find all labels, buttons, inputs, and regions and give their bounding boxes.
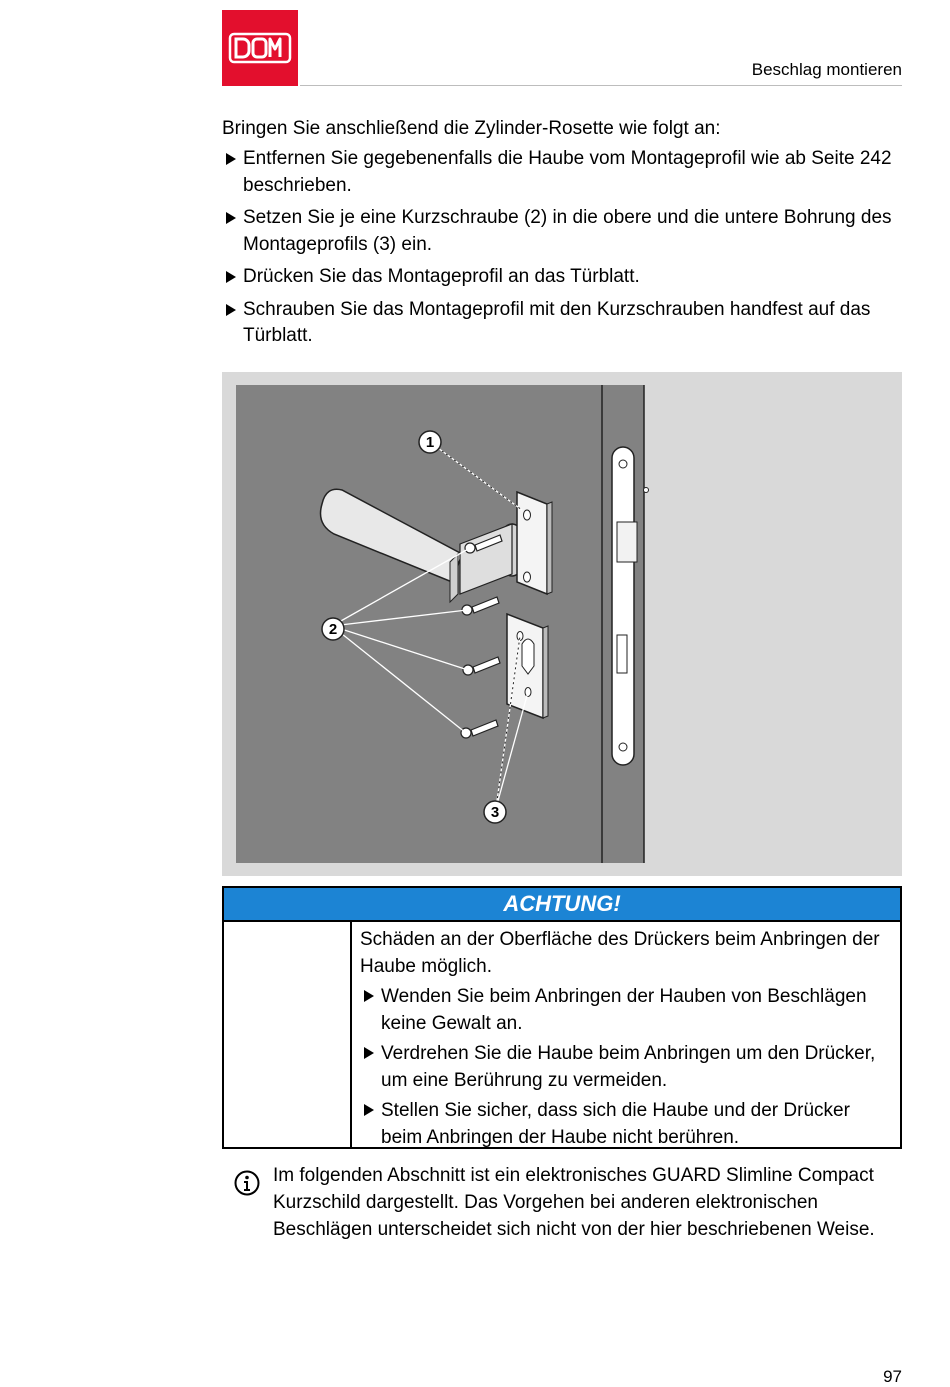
- warning-step: [360, 983, 892, 1037]
- info-text: Im folgenden Abschnitt ist ein elektronisches GUARD Slimline Compact Kurzschild dargestellt. Das Vorgehen bei anderen elektronischen Beschlägen unterscheidet sich nicht von der hier beschriebenen Weise.: [273, 1165, 875, 1240]
- bullet-triangle-icon: [226, 153, 236, 165]
- assembly-illustration: [222, 372, 902, 876]
- bullet-triangle-icon: [226, 304, 236, 316]
- bullet-triangle-icon: [364, 1047, 374, 1059]
- warning-step-text: Stellen Sie sicher, dass sich die Haube und der Drücker beim Anbringen der Haube nicht berühren.: [381, 1100, 850, 1148]
- step-text: Drücken Sie das Montageprofil an das Türblatt.: [243, 266, 640, 287]
- warning-step: [360, 1097, 892, 1151]
- warning-step: [360, 1040, 892, 1094]
- callout-label: 1: [425, 434, 435, 451]
- step-text: Schrauben Sie das Montageprofil mit den Kurzschrauben handfest auf das Türblatt.: [243, 298, 871, 346]
- intro-text: Bringen Sie anschließend die Zylinder-Rosette wie folgt an:: [222, 118, 721, 139]
- header-divider: [300, 85, 902, 86]
- bullet-triangle-icon: [226, 212, 236, 224]
- callout-1: [419, 431, 441, 453]
- instruction-step: [222, 297, 902, 350]
- warning-box: [222, 886, 902, 1149]
- callout-label: 3: [490, 804, 500, 821]
- dom-logo-mark: [222, 10, 298, 86]
- warning-title: ACHTUNG!: [224, 888, 900, 922]
- warning-step-text: Wenden Sie beim Anbringen der Hauben von Beschlägen keine Gewalt an.: [381, 986, 867, 1034]
- page-number: 97: [883, 1367, 902, 1386]
- instruction-step: [222, 146, 902, 199]
- step-text: Setzen Sie je eine Kurzschraube (2) in die obere und die untere Bohrung des Montageprofils (3) ein.: [243, 207, 892, 255]
- warning-description: Schäden an der Oberfläche des Drückers beim Anbringen der Haube möglich.: [360, 929, 880, 977]
- instruction-step: [222, 205, 902, 258]
- callout-3: [484, 801, 506, 823]
- callout-label: 2: [328, 621, 338, 638]
- bullet-triangle-icon: [364, 1104, 374, 1116]
- bullet-triangle-icon: [364, 990, 374, 1002]
- warning-symbol-cell: [224, 922, 352, 1147]
- instruction-step: [222, 264, 902, 291]
- step-text: Entfernen Sie gegebenenfalls die Haube vom Montageprofil wie ab Seite 242 beschrieben.: [243, 148, 892, 196]
- warning-step-text: Verdrehen Sie die Haube beim Anbringen um den Drücker, um eine Berührung zu vermeiden.: [381, 1043, 876, 1091]
- section-title: Beschlag montieren: [751, 60, 902, 79]
- warning-body: [224, 922, 900, 1147]
- dom-logo: [222, 10, 298, 86]
- assembly-drawing: [222, 372, 902, 876]
- warning-step-list: [360, 983, 892, 1151]
- bullet-triangle-icon: [226, 271, 236, 283]
- info-icon: [234, 1170, 260, 1196]
- warning-content: [360, 926, 892, 1154]
- callout-2: [322, 618, 344, 640]
- instruction-list: [222, 146, 902, 356]
